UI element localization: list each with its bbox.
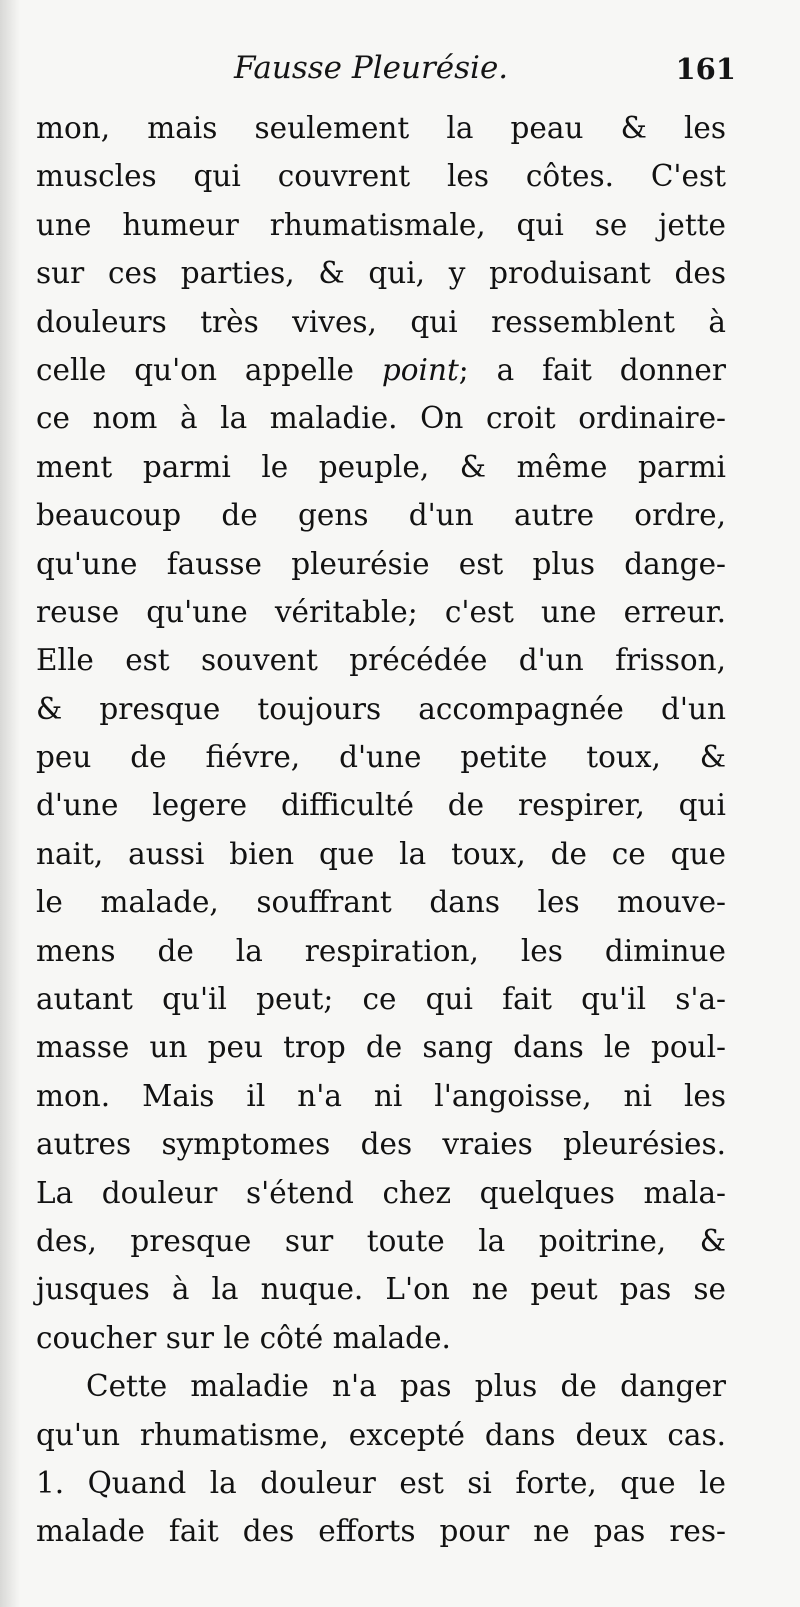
text-line: une humeur rhumatismale, qui se jette [36, 207, 726, 242]
body-text [36, 104, 726, 1556]
text-line: d'une legere difficulté de respirer, qui [36, 788, 726, 823]
page-binding-shadow [0, 0, 20, 1607]
text-line: La douleur s'étend chez quelques mala- [36, 1175, 726, 1210]
text-line: malade fait des efforts pour ne pas res- [36, 1514, 726, 1549]
text-line: qu'une fausse pleurésie est plus dange- [36, 546, 726, 581]
text-line: masse un peu trop de sang dans le poul- [36, 1030, 726, 1065]
text-line: reuse qu'une véritable; c'est une erreur. [36, 594, 726, 629]
text-line: muscles qui couvrent les côtes. C'est [36, 159, 726, 194]
text-line [36, 346, 726, 394]
text-line: autant qu'il peut; ce qui fait qu'il s'a- [36, 982, 726, 1017]
text-line: 1. Quand la douleur est si forte, que le [36, 1465, 726, 1500]
text-line: jusques à la nuque. L'on ne peut pas se [36, 1272, 726, 1307]
text-line: peu de fiévre, d'une petite toux, & [36, 740, 726, 775]
italic-term: point [381, 352, 459, 387]
text-line: douleurs très vives, qui ressemblent à [36, 304, 726, 339]
page-number: 161 [675, 52, 736, 86]
text-segment: ; a fait donner [458, 352, 726, 387]
text-line: Elle est souvent précédée d'un frisson, [36, 643, 726, 678]
text-line: sur ces parties, & qui, y produisant des [36, 256, 726, 291]
text-line: autres symptomes des vraies pleurésies. [36, 1127, 726, 1162]
text-line: coucher sur le côté malade. [36, 1320, 451, 1355]
text-line: mon, mais seulement la peau & les [36, 111, 726, 145]
running-title: Fausse Pleurésie. [234, 50, 509, 86]
text-line: & presque toujours accompagnée d'un [36, 691, 726, 726]
text-line: qu'un rhumatisme, excepté dans deux cas. [36, 1417, 726, 1452]
paragraph-start-line: Cette maladie n'a pas plus de danger [86, 1369, 726, 1404]
text-segment: celle qu'on appelle [36, 352, 354, 387]
text-line: ment parmi le peuple, & même parmi [36, 449, 726, 484]
text-line: beaucoup de gens d'un autre ordre, [36, 498, 726, 533]
text-line: le malade, souffrant dans les mouve- [36, 885, 726, 920]
text-line: mens de la respiration, les diminue [36, 933, 726, 968]
text-line: ce nom à la maladie. On croit ordinaire- [36, 401, 726, 436]
text-line: des, presque sur toute la poitrine, & [36, 1223, 726, 1258]
text-line: nait, aussi bien que la toux, de ce que [36, 836, 726, 871]
text-line: mon. Mais il n'a ni l'angoisse, ni les [36, 1078, 726, 1113]
running-header [36, 50, 736, 96]
